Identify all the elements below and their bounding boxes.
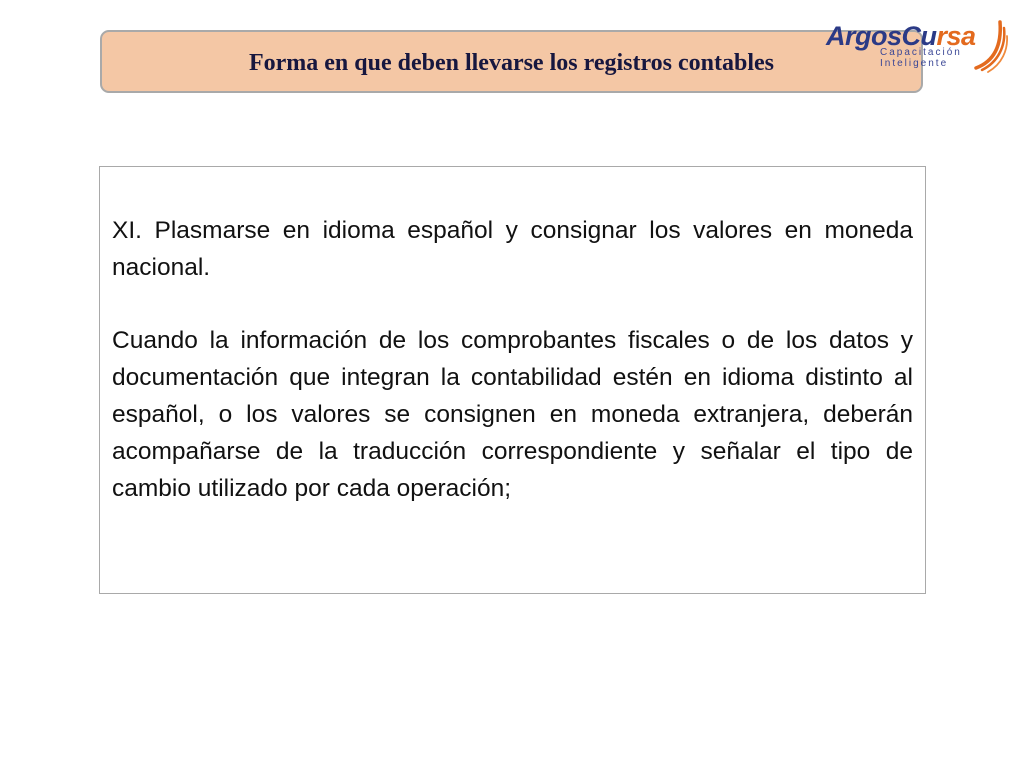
slide-title: Forma en que deben llevarse los registros contables — [248, 50, 775, 76]
logo-tagline-line2: Inteligente — [880, 58, 949, 69]
logo-wordmark-part1: ArgosCu — [826, 21, 937, 51]
logo-swoosh-icon — [972, 18, 1008, 74]
paragraph-foreign-currency: Cuando la información de los comprobantes fiscales o de los datos y documentación que integran la contabilidad estén en idioma distinto al español, o los valores se consignen en moneda extranjera, deberán acompañarse de la traducción correspondiente y señalar el tipo de cambio utilizado por cada operación; — [112, 327, 913, 502]
argoscursa-logo — [822, 18, 1012, 80]
paragraph-item-xi: XI. Plasmarse en idioma español y consignar los valores en moneda nacional. — [112, 217, 913, 281]
content-box — [99, 166, 926, 594]
logo-wordmark-part2: rsa — [936, 21, 976, 51]
logo-tagline-line1: Capacitación — [880, 47, 962, 58]
title-bar — [100, 30, 923, 93]
